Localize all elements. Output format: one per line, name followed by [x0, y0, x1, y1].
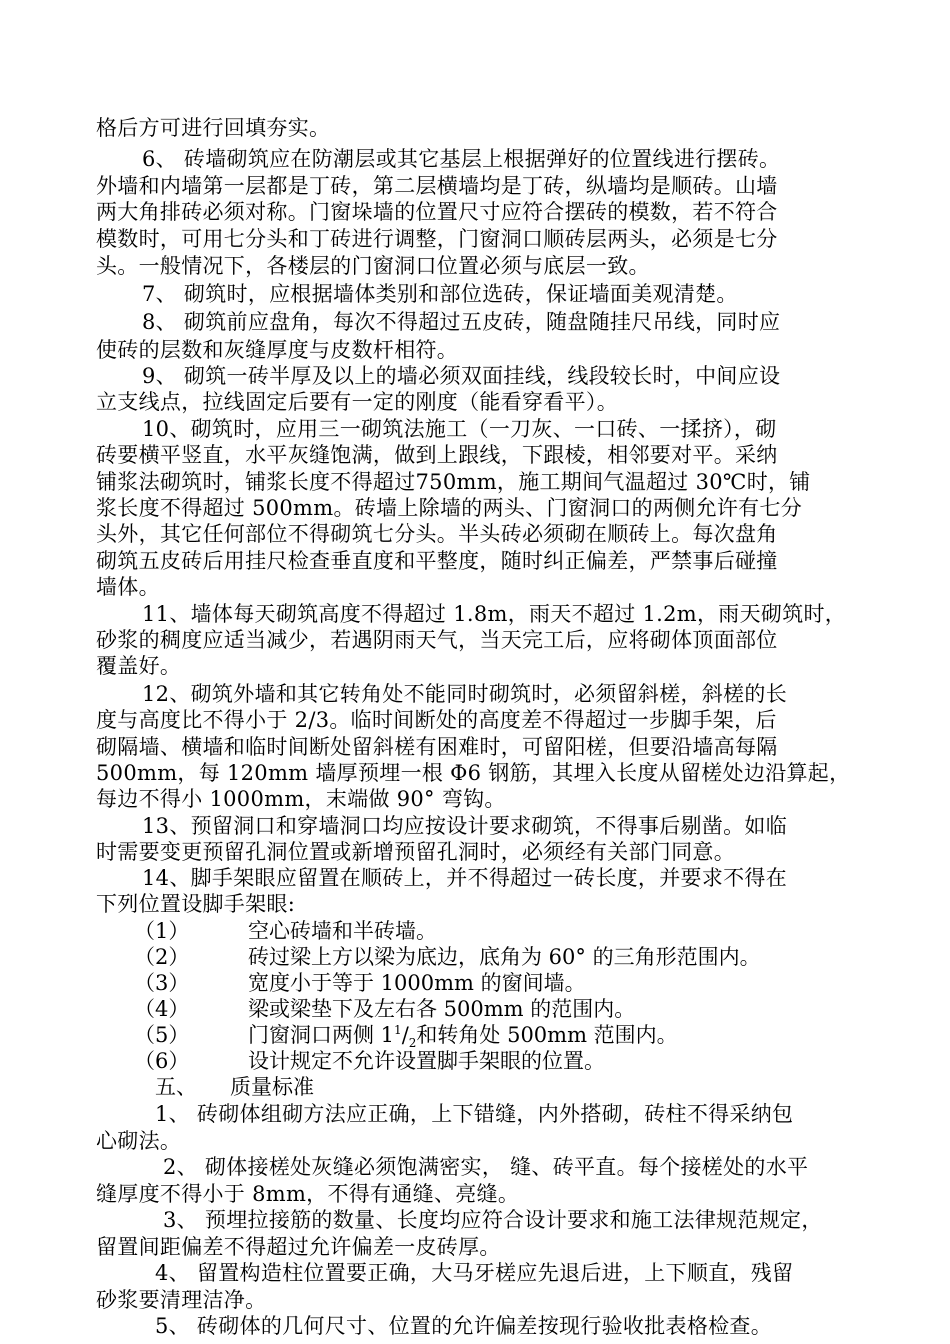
text-line: 立支线点，拉线固定后要有一定的刚度（能看穿看平）。 — [96, 390, 618, 414]
fraction-denominator: 2 — [408, 1036, 417, 1051]
text-line: 浆长度不得超过 500mm。砖墙上除墙的两头、门窗洞口的两侧允许有七分 — [96, 496, 803, 520]
text-line: 每边不得小 1000mm，末端做 90° 弯钩。 — [96, 787, 506, 811]
list-item-text: 砖过梁上方以梁为底边，底角为 60° 的三角形范围内。 — [248, 945, 761, 969]
text-line: 砖要横平竖直，水平灰缝饱满，做到上跟线，下跟棱，相邻要对平。采纳 — [96, 443, 778, 467]
fraction-slash: / — [401, 1023, 409, 1047]
list-item-text: 梁或梁垫下及左右各 500mm 的范围内。 — [248, 997, 636, 1021]
text-line: 砌筑五皮砖后用挂尺检查垂直度和平整度，随时纠正偏差，严禁事后碰撞 — [96, 549, 778, 573]
list-item-text: 空心砖墙和半砖墙。 — [248, 919, 437, 943]
text-line: 5、 砖砌体的几何尺寸、位置的允许偏差按现行验收批表格检查。 — [155, 1314, 773, 1338]
list-item-text-after: 和转角处 500mm 范围内。 — [416, 1023, 678, 1047]
list-item-number: （2） — [134, 945, 190, 969]
text-line: 6、 砖墙砌筑应在防潮层或其它基层上根据弹好的位置线进行摆砖。 — [142, 147, 781, 171]
section-title: 质量标准 — [230, 1075, 314, 1099]
text-line: 时需要变更预留孔洞位置或新增预留孔洞时，必须经有关部门同意。 — [96, 840, 735, 864]
list-item-text: 设计规定不允许设置脚手架眼的位置。 — [248, 1049, 605, 1073]
list-item-text — [248, 1021, 678, 1049]
list-item-text-before: 门窗洞口两侧 1 — [248, 1023, 395, 1047]
list-item-number: （1） — [134, 919, 190, 943]
section-number: 五、 — [155, 1075, 197, 1099]
list-item-text: 宽度小于等于 1000mm 的窗间墙。 — [248, 971, 586, 995]
text-line: 头。一般情况下，各楼层的门窗洞口位置必须与底层一致。 — [96, 254, 650, 278]
list-item-number: （3） — [134, 971, 190, 995]
list-item-number: （6） — [134, 1049, 190, 1073]
text-line: 度与高度比不得小于 2/3。临时间断处的高度差不得超过一步脚手架，后 — [96, 708, 777, 732]
text-line: 模数时，可用七分头和丁砖进行调整，门窗洞口顺砖层两头，必须是七分 — [96, 227, 778, 251]
text-line: 9、 砌筑一砖半厚及以上的墙必须双面挂线，线段较长时，中间应设 — [142, 364, 781, 388]
text-line: 3、 预埋拉接筋的数量、长度均应符合设计要求和施工法律规范规定， — [163, 1208, 823, 1232]
text-line: 500mm，每 120mm 墙厚预埋一根 Φ6 钢筋，其埋入长度从留槎处边沿算起， — [96, 761, 851, 785]
fraction-numerator: 1 — [394, 1023, 402, 1037]
text-line: 外墙和内墙第一层都是丁砖，第二层横墙均是丁砖，纵墙均是顺砖。山墙 — [96, 174, 778, 198]
text-line: 两大角排砖必须对称。门窗垛墙的位置尺寸应符合摆砖的模数，若不符合 — [96, 200, 778, 224]
text-line: 10、砌筑时，应用三一砌筑法施工（一刀灰、一口砖、一揉挤），砌 — [142, 417, 777, 441]
text-line: 格后方可进行回填夯实。 — [96, 116, 331, 140]
text-line: 下列位置设脚手架眼: — [96, 892, 296, 916]
text-line: 4、 留置构造柱位置要正确，大马牙槎应先退后进，上下顺直，残留 — [155, 1261, 794, 1285]
text-line: 砌隔墙、横墙和临时间断处留斜槎有困难时，可留阳槎，但要沿墙高每隔 — [96, 735, 778, 759]
text-line: 留置间距偏差不得超过允许偏差一皮砖厚。 — [96, 1235, 501, 1259]
text-line: 心砌法。 — [96, 1129, 182, 1153]
text-line: 缝厚度不得小于 8mm，不得有通缝、亮缝。 — [96, 1182, 520, 1206]
text-line: 8、 砌筑前应盘角，每次不得超过五皮砖，随盘随挂尺吊线，同时应 — [142, 310, 781, 334]
text-line: 2、 砌体接槎处灰缝必须饱满密实， 缝、砖平直。每个接槎处的水平 — [163, 1155, 809, 1179]
text-line: 墙体。 — [96, 575, 160, 599]
list-item-number: （4） — [134, 997, 190, 1021]
text-line: 1、 砖砌体组砌方法应正确，上下错缝，内外搭砌，砖柱不得采纳包 — [155, 1102, 794, 1126]
list-item-number: （5） — [134, 1023, 190, 1047]
text-line: 7、 砌筑时，应根据墙体类别和部位选砖，保证墙面美观清楚。 — [142, 282, 738, 306]
text-line: 头外，其它任何部位不得砌筑七分头。半头砖必须砌在顺砖上。每次盘角 — [96, 522, 778, 546]
text-line: 砂浆要清理洁净。 — [96, 1288, 267, 1312]
text-line: 11、墙体每天砌筑高度不得超过 1.8m，雨天不超过 1.2m，雨天砌筑时， — [142, 602, 847, 626]
text-line: 使砖的层数和灰缝厚度与皮数杆相符。 — [96, 338, 459, 362]
text-line: 14、脚手架眼应留置在顺砖上，并不得超过一砖长度，并要求不得在 — [142, 866, 788, 890]
text-line: 铺浆法砌筑时，铺浆长度不得超过750mm，施工期间气温超过 30℃时，铺 — [96, 470, 811, 494]
text-line: 砂浆的稠度应适当减少，若遇阴雨天气，当天完工后，应将砌体顶面部位 — [96, 628, 778, 652]
text-line: 12、砌筑外墙和其它转角处不能同时砌筑时，必须留斜槎，斜槎的长 — [142, 682, 788, 706]
text-line: 13、预留洞口和穿墙洞口均应按设计要求砌筑，不得事后剔凿。如临 — [142, 814, 788, 838]
text-line: 覆盖好。 — [96, 654, 182, 678]
